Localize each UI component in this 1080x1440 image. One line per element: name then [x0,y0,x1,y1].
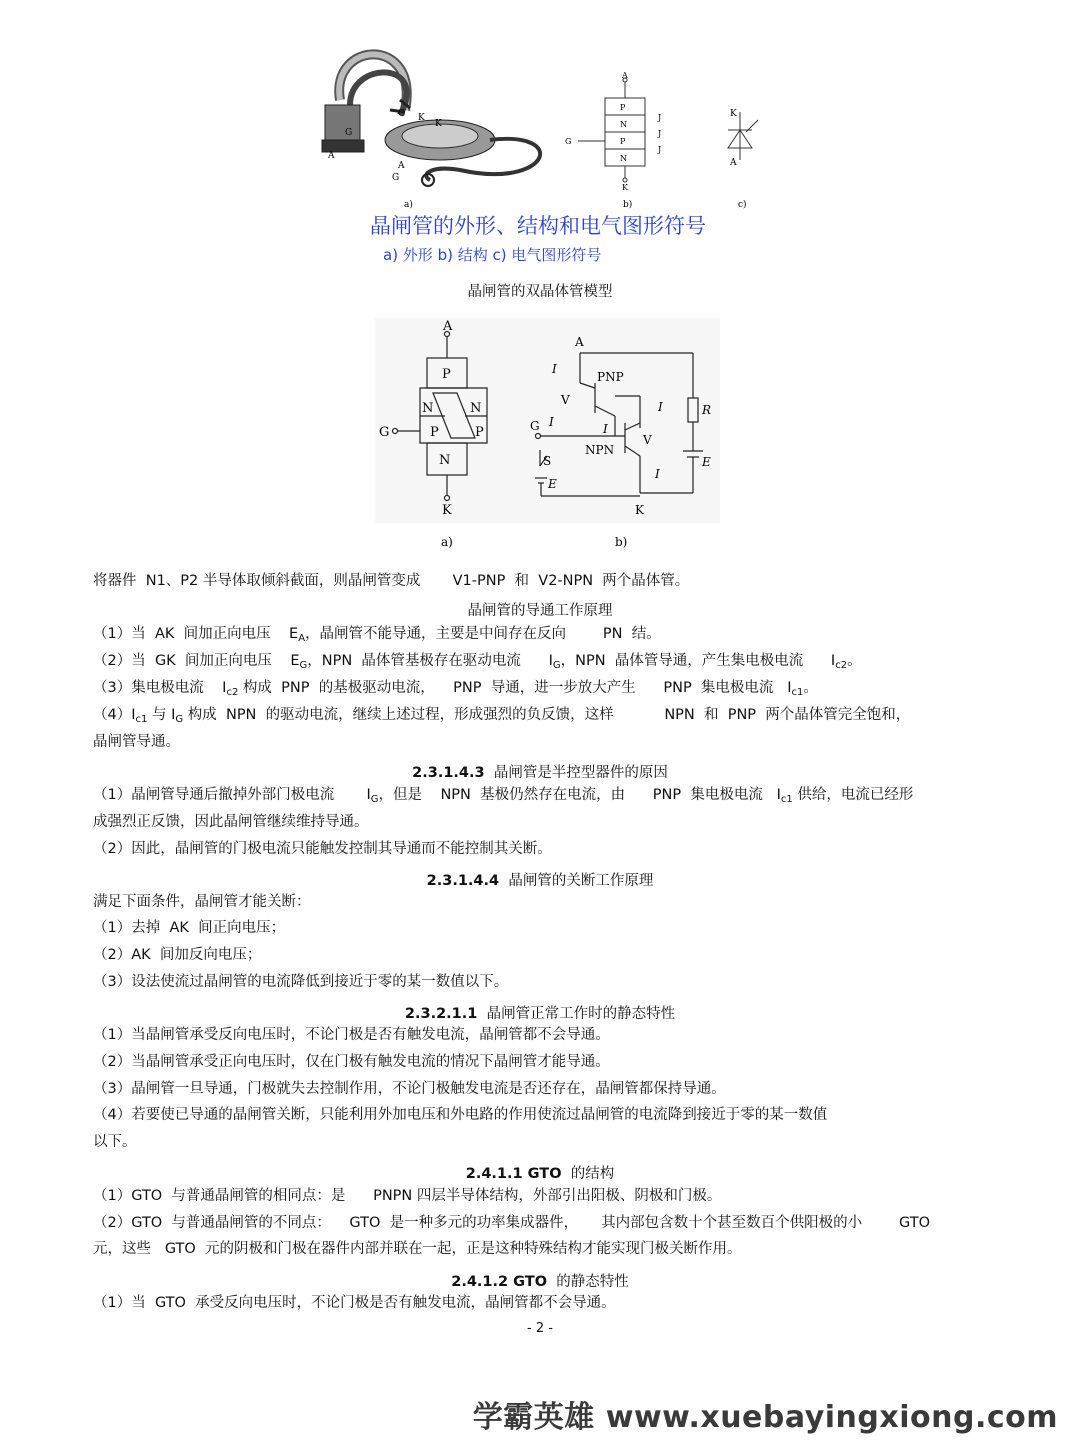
static-item-3: （3）晶闸管一旦导通，门极就失去控制作用，不论门极触发电流是否还存在，晶闸管都保持导通。 [93,1081,726,1097]
figure1-title: 晶闸管的外形、结构和电气图形符号 [370,214,706,238]
struct-g-label: G [565,137,572,146]
circuit-ic2-label: I [658,400,663,414]
label-k2: K [435,119,442,129]
layer-n1: N [620,120,627,129]
heading-semicontrolled: 2.3.1.4.3 晶闸管是半控型器件的原因 [412,765,668,781]
page-number: - 2 - [527,1321,553,1336]
circuit-eg-label: E [548,477,557,491]
thyristor-symbol [728,112,758,160]
struct-k-label: K [622,183,628,192]
circuit-ea-label: E [702,455,711,469]
static-item-4-cont: 以下。 [93,1134,137,1150]
model-a-label: A [443,319,453,334]
site-watermark: 学霸英雄 www.xuebayingxiong.com [472,1400,1058,1435]
circuit-v2-label: V [643,433,652,447]
label-a-mid: A [398,161,405,171]
heading-gto-structure: 2.4.1.1 GTO 的结构 [465,1166,615,1182]
model-k-label: K [442,503,452,518]
model-title: 晶闸管的双晶体管模型 [467,284,613,300]
two-transistor-model-figure [375,318,720,553]
model-p2-right: P [475,425,484,440]
circuit-s-label: S [543,454,552,468]
symbol-k-label: K [730,109,737,119]
circuit-ik-label: I [655,467,660,481]
circuit-v1-label: V [561,393,570,407]
gto-static-item-1: （1）当 GTO 承受反向电压时，不论门极是否有触发电流，晶闸管都不会导通。 [93,1295,616,1311]
static-item-1: （1）当晶闸管承受反向电压时，不论门极是否有触发电流，晶闸管都不会导通。 [93,1027,610,1043]
conduction-item-4: $(4)I_{c1}$ 与 $I_G$ 构成 NPN 的驱动电流，继续上述过程，形成强烈的负反馈，这样 NPN 和 PNP 两个晶体管完全饱和， [93,707,911,725]
gto-item-1: （1）GTO 与普通晶闸管的相同点：是 PNPN 四层半导体结构，外部引出阳极、阴极和门极。 [93,1188,722,1204]
thyristor-structure [578,78,645,182]
caption-c: c) [738,200,747,210]
turnoff-item-3: （3）设法使流过晶闸管的电流降低到接近于零的某一数值以下。 [93,974,509,990]
static-item-4: （4）若要使已导通的晶闸管关断，只能利用外加电压和外电路的作用使流过晶闸管的电流降到接近于零的某一数值 [93,1107,828,1123]
model-n1-right: N [470,401,482,416]
paragraph-model-intro: 将器件 N1、P2 半导体取倾斜截面，则晶闸管变成 V1-PNP 和 V2-NPN 两个晶体管。 [93,573,690,589]
figure1-subtitle: a) 外形 b) 结构 c) 电气图形符号 [383,246,602,264]
circuit-ia-label: I [552,362,557,376]
heading-static-char: 2.3.2.1.1 晶闸管正常工作时的静态特性 [404,1006,676,1022]
conduction-item-4-cont: 晶闸管导通。 [93,734,180,750]
model-caption-b: b) [615,535,628,549]
struct-a-label: A [622,71,628,80]
model-p1-label: P [442,367,451,382]
symbol-a-label: A [730,158,737,168]
layer-p2: P [620,137,626,146]
turnoff-item-2: （2）AK 间加反向电压； [93,947,262,963]
model-g-label: G [379,425,390,440]
conduction-item-3: （3）集电极电流 $I_{c2}$ 构成 PNP 的基极驱动电流， PNP 导通，进一步放大产生 PNP 集电极电流 $I_{c1}$。 [93,680,818,698]
circuit-g-label: G [530,419,540,433]
label-g2: G [398,109,406,119]
semicontrolled-item-1-cont: 成强烈正反馈，因此晶闸管继续维持导通。 [93,814,369,830]
turnoff-item-1: （1）去掉 AK 间正向电压； [93,920,286,936]
model-n1-left: N [422,401,434,416]
conduction-item-2: （2）当 GK 间加正向电压 $E_G$，NPN 晶体管基极存在驱动电流 $I_G$，NPN 晶体管导通，产生集电极电流 $I_{c2}$。 [93,653,862,671]
label-g: G [345,128,353,138]
thyristor-figure [310,40,770,220]
junction-j3: J [658,145,662,154]
model-p2-left: P [430,425,439,440]
gto-item-2-cont: 元，这些 GTO 元的阴极和门极在器件内部并联在一起，正是这种特殊结构才能实现门极关断作用。 [93,1241,742,1257]
turnoff-intro: 满足下面条件，晶闸管才能关断： [93,894,311,910]
layer-p1: P [620,103,626,112]
circuit-npn-label: NPN [585,443,615,457]
junction-j2: J [658,129,662,138]
model-caption-a: a) [441,535,453,549]
heading-conduction: 晶闸管的导通工作原理 [467,603,613,619]
layer-n2: N [620,154,627,163]
semicontrolled-item-1: （1）晶闸管导通后撤掉外部门极电流 $I_G$，但是 NPN 基极仍然存在电流，由 PNP 集电极电流 $I_{c1}$ 供给，电流已经形 [93,787,914,805]
thyristor-photo [322,54,540,186]
heading-turnoff: 2.3.1.4.4 晶闸管的关断工作原理 [426,873,654,889]
circuit-ic1-label: I [603,422,608,436]
label-a-top: A [328,151,335,161]
junction-j1: J [658,113,662,122]
circuit-pnp-label: PNP [597,370,624,384]
gto-item-2: （2）GTO 与普通晶闸管的不同点： GTO 是一种多元的功率集成器件， 其内部包含数十个甚至数百个供阳极的小 GTO [93,1215,930,1231]
static-item-2: （2）当晶闸管承受正向电压时，仅在门极有触发电流的情况下晶闸管才能导通。 [93,1054,610,1070]
semicontrolled-item-2: （2）因此，晶闸管的门极电流只能触发控制其导通而不能控制其关断。 [93,841,552,857]
label-g-bottom: G [392,173,400,183]
circuit-r-label: R [702,403,712,417]
conduction-item-1: （1）当 AK 间加正向电压 $E_A$，晶闸管不能导通，主要是中间存在反向 PN 结。 [93,626,661,644]
circuit-a-label: A [575,335,584,349]
heading-gto-static: 2.4.1.2 GTO 的静态特性 [451,1274,629,1290]
label-k1: K [418,113,425,123]
caption-a: a) [404,200,413,210]
circuit-k-label: K [635,503,644,517]
model-n2-label: N [439,453,451,468]
circuit-ig-label: I [549,415,554,429]
caption-b: b) [623,200,633,210]
